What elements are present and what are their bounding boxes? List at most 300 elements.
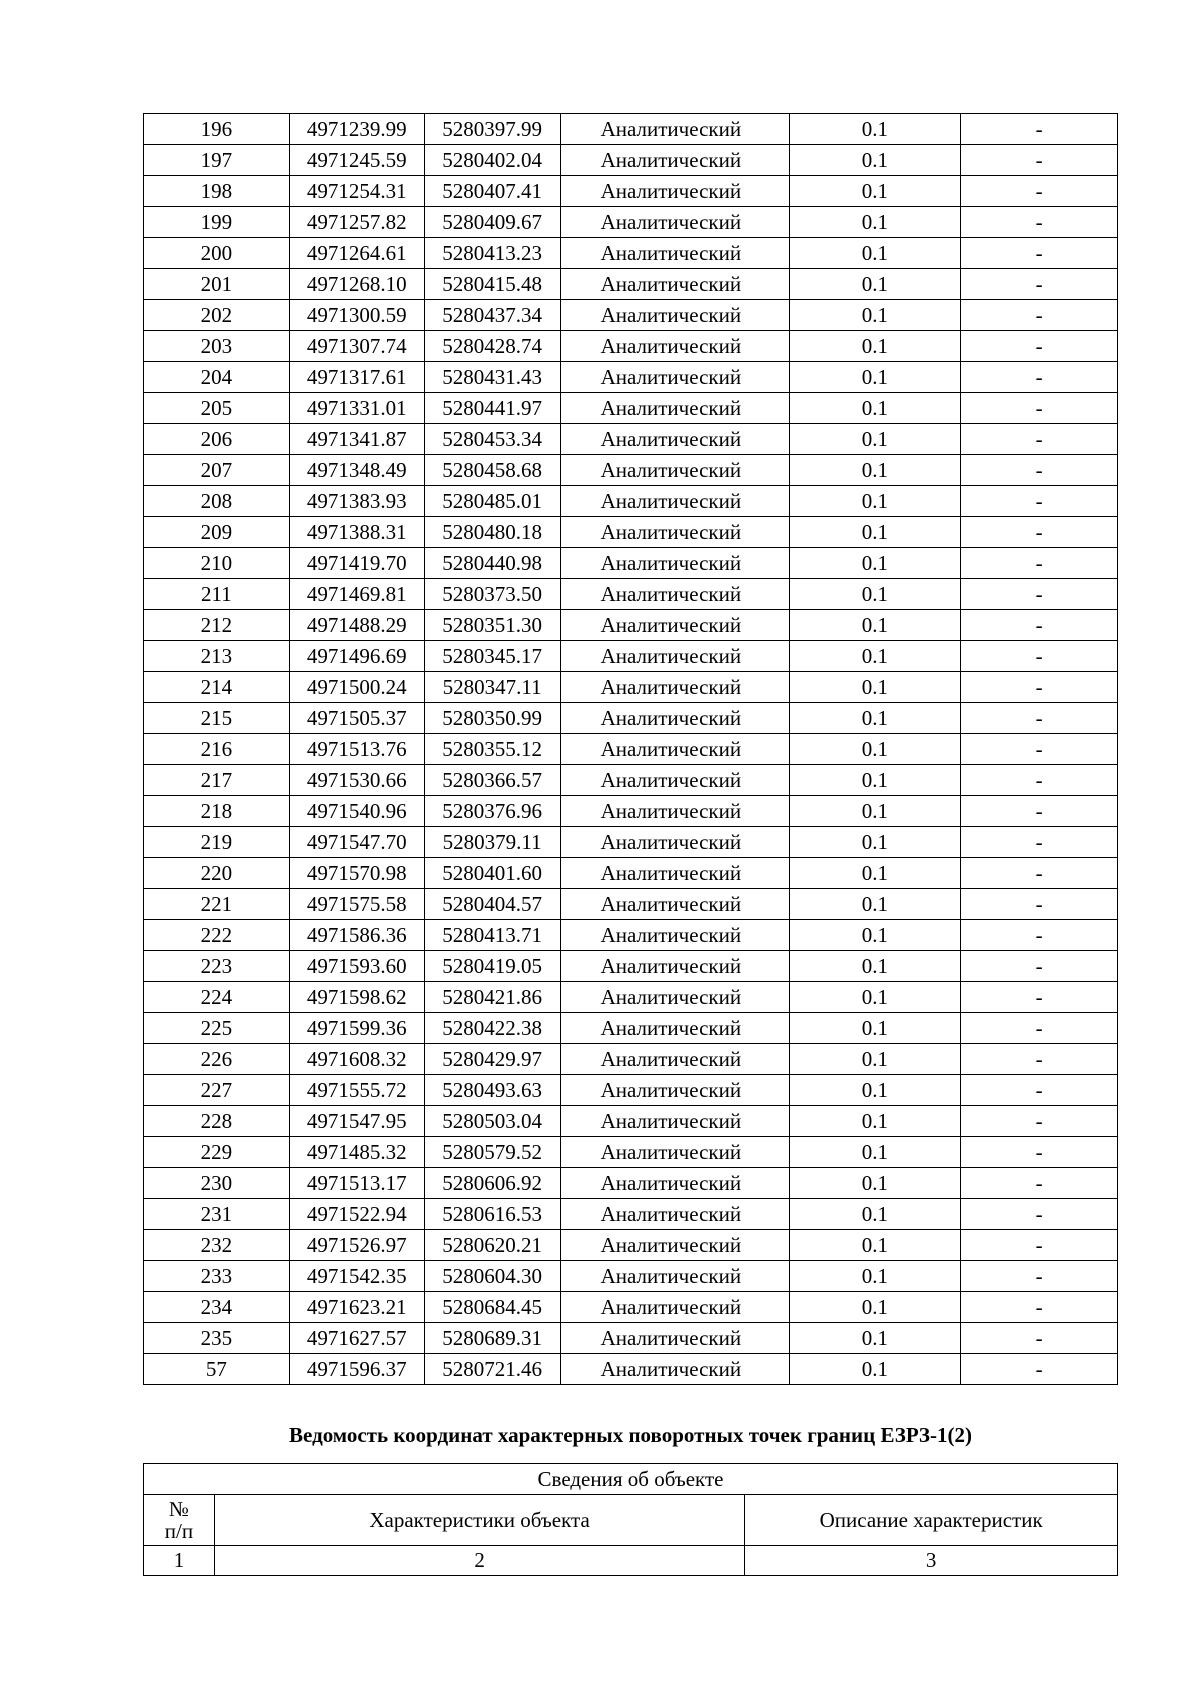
x-coordinate-cell: 4971500.24 xyxy=(289,672,424,703)
x-coordinate-cell: 4971608.32 xyxy=(289,1044,424,1075)
accuracy-cell: 0.1 xyxy=(789,672,961,703)
table-row xyxy=(144,393,1118,424)
description-cell: - xyxy=(961,796,1118,827)
object-info-header: Сведения об объекте xyxy=(144,1464,1118,1495)
accuracy-cell: 0.1 xyxy=(789,1106,961,1137)
description-cell: - xyxy=(961,1230,1118,1261)
accuracy-cell: 0.1 xyxy=(789,331,961,362)
table-row xyxy=(144,424,1118,455)
accuracy-cell: 0.1 xyxy=(789,1323,961,1354)
y-coordinate-cell: 5280616.53 xyxy=(424,1199,560,1230)
description-cell: - xyxy=(961,641,1118,672)
point-number-cell: 213 xyxy=(144,641,290,672)
table-row xyxy=(144,517,1118,548)
description-cell: - xyxy=(961,982,1118,1013)
accuracy-cell: 0.1 xyxy=(789,176,961,207)
method-cell: Аналитический xyxy=(560,920,789,951)
description-cell: - xyxy=(961,951,1118,982)
method-cell: Аналитический xyxy=(560,610,789,641)
method-cell: Аналитический xyxy=(560,424,789,455)
method-cell: Аналитический xyxy=(560,331,789,362)
x-coordinate-cell: 4971530.66 xyxy=(289,765,424,796)
x-coordinate-cell: 4971542.35 xyxy=(289,1261,424,1292)
table-row xyxy=(144,331,1118,362)
x-coordinate-cell: 4971239.99 xyxy=(289,114,424,145)
table-row xyxy=(144,486,1118,517)
x-coordinate-cell: 4971383.93 xyxy=(289,486,424,517)
accuracy-cell: 0.1 xyxy=(789,238,961,269)
y-coordinate-cell: 5280350.99 xyxy=(424,703,560,734)
table-row xyxy=(144,610,1118,641)
description-cell: - xyxy=(961,1323,1118,1354)
x-coordinate-cell: 4971570.98 xyxy=(289,858,424,889)
point-number-cell: 208 xyxy=(144,486,290,517)
method-cell: Аналитический xyxy=(560,1292,789,1323)
description-cell: - xyxy=(961,393,1118,424)
table-row xyxy=(144,362,1118,393)
y-coordinate-cell: 5280428.74 xyxy=(424,331,560,362)
description-cell: - xyxy=(961,672,1118,703)
description-cell: - xyxy=(961,362,1118,393)
table-row xyxy=(144,269,1118,300)
x-coordinate-cell: 4971485.32 xyxy=(289,1137,424,1168)
x-coordinate-cell: 4971586.36 xyxy=(289,920,424,951)
point-number-cell: 210 xyxy=(144,548,290,579)
description-cell: - xyxy=(961,269,1118,300)
y-coordinate-cell: 5280419.05 xyxy=(424,951,560,982)
point-number-cell: 206 xyxy=(144,424,290,455)
method-cell: Аналитический xyxy=(560,796,789,827)
point-number-cell: 231 xyxy=(144,1199,290,1230)
accuracy-cell: 0.1 xyxy=(789,424,961,455)
y-coordinate-cell: 5280415.48 xyxy=(424,269,560,300)
point-number-cell: 212 xyxy=(144,610,290,641)
y-coordinate-cell: 5280440.98 xyxy=(424,548,560,579)
table-row xyxy=(144,548,1118,579)
y-coordinate-cell: 5280429.97 xyxy=(424,1044,560,1075)
table-row xyxy=(144,300,1118,331)
x-coordinate-cell: 4971331.01 xyxy=(289,393,424,424)
description-cell: - xyxy=(961,207,1118,238)
y-coordinate-cell: 5280441.97 xyxy=(424,393,560,424)
y-coordinate-cell: 5280402.04 xyxy=(424,145,560,176)
column-characteristics-header: Характеристики объекта xyxy=(214,1495,744,1546)
point-number-cell: 228 xyxy=(144,1106,290,1137)
accuracy-cell: 0.1 xyxy=(789,1199,961,1230)
method-cell: Аналитический xyxy=(560,982,789,1013)
object-info-table xyxy=(143,1463,1118,1576)
accuracy-cell: 0.1 xyxy=(789,393,961,424)
column-number-header xyxy=(144,1495,215,1546)
accuracy-cell: 0.1 xyxy=(789,765,961,796)
y-coordinate-cell: 5280355.12 xyxy=(424,734,560,765)
column-description-header: Описание характеристик xyxy=(745,1495,1118,1546)
x-coordinate-cell: 4971596.37 xyxy=(289,1354,424,1385)
description-cell: - xyxy=(961,703,1118,734)
index-cell-2: 2 xyxy=(214,1546,744,1576)
table-row xyxy=(144,703,1118,734)
point-number-cell: 229 xyxy=(144,1137,290,1168)
point-number-cell: 221 xyxy=(144,889,290,920)
accuracy-cell: 0.1 xyxy=(789,362,961,393)
accuracy-cell: 0.1 xyxy=(789,455,961,486)
accuracy-cell: 0.1 xyxy=(789,982,961,1013)
description-cell: - xyxy=(961,517,1118,548)
method-cell: Аналитический xyxy=(560,145,789,176)
y-coordinate-cell: 5280480.18 xyxy=(424,517,560,548)
point-number-cell: 203 xyxy=(144,331,290,362)
point-number-cell: 57 xyxy=(144,1354,290,1385)
table-row xyxy=(144,1044,1118,1075)
method-cell: Аналитический xyxy=(560,207,789,238)
point-number-cell: 223 xyxy=(144,951,290,982)
column-number-symbol: № xyxy=(168,1497,189,1521)
point-number-cell: 199 xyxy=(144,207,290,238)
method-cell: Аналитический xyxy=(560,1044,789,1075)
description-cell: - xyxy=(961,548,1118,579)
description-cell: - xyxy=(961,1106,1118,1137)
accuracy-cell: 0.1 xyxy=(789,114,961,145)
accuracy-cell: 0.1 xyxy=(789,703,961,734)
description-cell: - xyxy=(961,300,1118,331)
table-row xyxy=(144,1075,1118,1106)
table-row xyxy=(144,641,1118,672)
accuracy-cell: 0.1 xyxy=(789,796,961,827)
description-cell: - xyxy=(961,486,1118,517)
description-cell: - xyxy=(961,1199,1118,1230)
x-coordinate-cell: 4971388.31 xyxy=(289,517,424,548)
point-number-cell: 226 xyxy=(144,1044,290,1075)
table-row xyxy=(144,827,1118,858)
method-cell: Аналитический xyxy=(560,889,789,920)
y-coordinate-cell: 5280579.52 xyxy=(424,1137,560,1168)
method-cell: Аналитический xyxy=(560,300,789,331)
y-coordinate-cell: 5280397.99 xyxy=(424,114,560,145)
method-cell: Аналитический xyxy=(560,393,789,424)
table-row xyxy=(144,1199,1118,1230)
point-number-cell: 201 xyxy=(144,269,290,300)
table-row xyxy=(144,672,1118,703)
method-cell: Аналитический xyxy=(560,672,789,703)
method-cell: Аналитический xyxy=(560,269,789,300)
point-number-cell: 214 xyxy=(144,672,290,703)
table-row xyxy=(144,1292,1118,1323)
point-number-cell: 215 xyxy=(144,703,290,734)
table-row xyxy=(144,951,1118,982)
table-row xyxy=(144,579,1118,610)
point-number-cell: 233 xyxy=(144,1261,290,1292)
y-coordinate-cell: 5280376.96 xyxy=(424,796,560,827)
x-coordinate-cell: 4971505.37 xyxy=(289,703,424,734)
point-number-cell: 207 xyxy=(144,455,290,486)
y-coordinate-cell: 5280431.43 xyxy=(424,362,560,393)
point-number-cell: 219 xyxy=(144,827,290,858)
x-coordinate-cell: 4971341.87 xyxy=(289,424,424,455)
accuracy-cell: 0.1 xyxy=(789,1261,961,1292)
description-cell: - xyxy=(961,1292,1118,1323)
method-cell: Аналитический xyxy=(560,1323,789,1354)
x-coordinate-cell: 4971268.10 xyxy=(289,269,424,300)
point-number-cell: 196 xyxy=(144,114,290,145)
method-cell: Аналитический xyxy=(560,1106,789,1137)
accuracy-cell: 0.1 xyxy=(789,1230,961,1261)
accuracy-cell: 0.1 xyxy=(789,579,961,610)
point-number-cell: 216 xyxy=(144,734,290,765)
description-cell: - xyxy=(961,455,1118,486)
point-number-cell: 217 xyxy=(144,765,290,796)
y-coordinate-cell: 5280437.34 xyxy=(424,300,560,331)
description-cell: - xyxy=(961,1261,1118,1292)
accuracy-cell: 0.1 xyxy=(789,145,961,176)
x-coordinate-cell: 4971307.74 xyxy=(289,331,424,362)
method-cell: Аналитический xyxy=(560,1354,789,1385)
method-cell: Аналитический xyxy=(560,517,789,548)
table-row xyxy=(144,982,1118,1013)
x-coordinate-cell: 4971547.70 xyxy=(289,827,424,858)
y-coordinate-cell: 5280606.92 xyxy=(424,1168,560,1199)
description-cell: - xyxy=(961,176,1118,207)
y-coordinate-cell: 5280404.57 xyxy=(424,889,560,920)
accuracy-cell: 0.1 xyxy=(789,1168,961,1199)
method-cell: Аналитический xyxy=(560,1199,789,1230)
description-cell: - xyxy=(961,1075,1118,1106)
x-coordinate-cell: 4971469.81 xyxy=(289,579,424,610)
description-cell: - xyxy=(961,827,1118,858)
description-cell: - xyxy=(961,858,1118,889)
x-coordinate-cell: 4971245.59 xyxy=(289,145,424,176)
description-cell: - xyxy=(961,145,1118,176)
y-coordinate-cell: 5280351.30 xyxy=(424,610,560,641)
method-cell: Аналитический xyxy=(560,362,789,393)
table-row xyxy=(144,1323,1118,1354)
y-coordinate-cell: 5280401.60 xyxy=(424,858,560,889)
method-cell: Аналитический xyxy=(560,765,789,796)
y-coordinate-cell: 5280689.31 xyxy=(424,1323,560,1354)
section-title: Ведомость координат характерных поворотных точек границ ЕЗРЗ-1(2) xyxy=(289,1423,972,1447)
x-coordinate-cell: 4971496.69 xyxy=(289,641,424,672)
method-cell: Аналитический xyxy=(560,486,789,517)
table-row xyxy=(144,1354,1118,1385)
description-cell: - xyxy=(961,920,1118,951)
accuracy-cell: 0.1 xyxy=(789,1137,961,1168)
index-cell-3: 3 xyxy=(745,1546,1118,1576)
accuracy-cell: 0.1 xyxy=(789,610,961,641)
description-cell: - xyxy=(961,1013,1118,1044)
table-row xyxy=(144,114,1118,145)
y-coordinate-cell: 5280620.21 xyxy=(424,1230,560,1261)
point-number-cell: 211 xyxy=(144,579,290,610)
y-coordinate-cell: 5280458.68 xyxy=(424,455,560,486)
x-coordinate-cell: 4971599.36 xyxy=(289,1013,424,1044)
point-number-cell: 205 xyxy=(144,393,290,424)
description-cell: - xyxy=(961,238,1118,269)
accuracy-cell: 0.1 xyxy=(789,1292,961,1323)
accuracy-cell: 0.1 xyxy=(789,486,961,517)
method-cell: Аналитический xyxy=(560,114,789,145)
coordinates-table-body xyxy=(144,114,1118,1385)
accuracy-cell: 0.1 xyxy=(789,889,961,920)
point-number-cell: 235 xyxy=(144,1323,290,1354)
table-row xyxy=(144,1013,1118,1044)
method-cell: Аналитический xyxy=(560,951,789,982)
x-coordinate-cell: 4971598.62 xyxy=(289,982,424,1013)
accuracy-cell: 0.1 xyxy=(789,920,961,951)
method-cell: Аналитический xyxy=(560,548,789,579)
x-coordinate-cell: 4971488.29 xyxy=(289,610,424,641)
x-coordinate-cell: 4971522.94 xyxy=(289,1199,424,1230)
point-number-cell: 224 xyxy=(144,982,290,1013)
column-number-abbrev: п/п xyxy=(164,1519,194,1543)
description-cell: - xyxy=(961,765,1118,796)
y-coordinate-cell: 5280604.30 xyxy=(424,1261,560,1292)
y-coordinate-cell: 5280407.41 xyxy=(424,176,560,207)
accuracy-cell: 0.1 xyxy=(789,1354,961,1385)
point-number-cell: 220 xyxy=(144,858,290,889)
x-coordinate-cell: 4971555.72 xyxy=(289,1075,424,1106)
method-cell: Аналитический xyxy=(560,641,789,672)
x-coordinate-cell: 4971317.61 xyxy=(289,362,424,393)
y-coordinate-cell: 5280421.86 xyxy=(424,982,560,1013)
x-coordinate-cell: 4971623.21 xyxy=(289,1292,424,1323)
accuracy-cell: 0.1 xyxy=(789,300,961,331)
x-coordinate-cell: 4971264.61 xyxy=(289,238,424,269)
point-number-cell: 232 xyxy=(144,1230,290,1261)
method-cell: Аналитический xyxy=(560,579,789,610)
description-cell: - xyxy=(961,1137,1118,1168)
accuracy-cell: 0.1 xyxy=(789,1075,961,1106)
y-coordinate-cell: 5280345.17 xyxy=(424,641,560,672)
table-row xyxy=(144,734,1118,765)
point-number-cell: 198 xyxy=(144,176,290,207)
point-number-cell: 202 xyxy=(144,300,290,331)
accuracy-cell: 0.1 xyxy=(789,1013,961,1044)
accuracy-cell: 0.1 xyxy=(789,641,961,672)
y-coordinate-cell: 5280409.67 xyxy=(424,207,560,238)
info-table-columns-row xyxy=(144,1495,1118,1546)
point-number-cell: 222 xyxy=(144,920,290,951)
y-coordinate-cell: 5280684.45 xyxy=(424,1292,560,1323)
y-coordinate-cell: 5280493.63 xyxy=(424,1075,560,1106)
table-row xyxy=(144,1137,1118,1168)
coordinates-table xyxy=(143,113,1118,1385)
x-coordinate-cell: 4971257.82 xyxy=(289,207,424,238)
x-coordinate-cell: 4971575.58 xyxy=(289,889,424,920)
accuracy-cell: 0.1 xyxy=(789,734,961,765)
table-row xyxy=(144,207,1118,238)
table-row xyxy=(144,920,1118,951)
description-cell: - xyxy=(961,579,1118,610)
x-coordinate-cell: 4971419.70 xyxy=(289,548,424,579)
info-table-index-row xyxy=(144,1546,1118,1576)
method-cell: Аналитический xyxy=(560,734,789,765)
y-coordinate-cell: 5280721.46 xyxy=(424,1354,560,1385)
point-number-cell: 197 xyxy=(144,145,290,176)
x-coordinate-cell: 4971627.57 xyxy=(289,1323,424,1354)
x-coordinate-cell: 4971547.95 xyxy=(289,1106,424,1137)
method-cell: Аналитический xyxy=(560,703,789,734)
table-row xyxy=(144,796,1118,827)
point-number-cell: 225 xyxy=(144,1013,290,1044)
table-row xyxy=(144,1230,1118,1261)
point-number-cell: 204 xyxy=(144,362,290,393)
x-coordinate-cell: 4971513.17 xyxy=(289,1168,424,1199)
method-cell: Аналитический xyxy=(560,858,789,889)
point-number-cell: 230 xyxy=(144,1168,290,1199)
description-cell: - xyxy=(961,424,1118,455)
description-cell: - xyxy=(961,1168,1118,1199)
accuracy-cell: 0.1 xyxy=(789,951,961,982)
method-cell: Аналитический xyxy=(560,1261,789,1292)
x-coordinate-cell: 4971593.60 xyxy=(289,951,424,982)
x-coordinate-cell: 4971348.49 xyxy=(289,455,424,486)
table-row xyxy=(144,455,1118,486)
accuracy-cell: 0.1 xyxy=(789,548,961,579)
y-coordinate-cell: 5280503.04 xyxy=(424,1106,560,1137)
y-coordinate-cell: 5280422.38 xyxy=(424,1013,560,1044)
description-cell: - xyxy=(961,1044,1118,1075)
y-coordinate-cell: 5280347.11 xyxy=(424,672,560,703)
description-cell: - xyxy=(961,331,1118,362)
table-row xyxy=(144,1106,1118,1137)
table-row xyxy=(144,858,1118,889)
method-cell: Аналитический xyxy=(560,1013,789,1044)
description-cell: - xyxy=(961,1354,1118,1385)
description-cell: - xyxy=(961,734,1118,765)
accuracy-cell: 0.1 xyxy=(789,858,961,889)
table-row xyxy=(144,889,1118,920)
point-number-cell: 209 xyxy=(144,517,290,548)
accuracy-cell: 0.1 xyxy=(789,1044,961,1075)
method-cell: Аналитический xyxy=(560,1137,789,1168)
table-row xyxy=(144,765,1118,796)
y-coordinate-cell: 5280379.11 xyxy=(424,827,560,858)
method-cell: Аналитический xyxy=(560,176,789,207)
y-coordinate-cell: 5280373.50 xyxy=(424,579,560,610)
index-cell-1: 1 xyxy=(144,1546,215,1576)
accuracy-cell: 0.1 xyxy=(789,269,961,300)
table-row xyxy=(144,1261,1118,1292)
table-row xyxy=(144,176,1118,207)
x-coordinate-cell: 4971254.31 xyxy=(289,176,424,207)
description-cell: - xyxy=(961,889,1118,920)
accuracy-cell: 0.1 xyxy=(789,517,961,548)
method-cell: Аналитический xyxy=(560,238,789,269)
x-coordinate-cell: 4971300.59 xyxy=(289,300,424,331)
method-cell: Аналитический xyxy=(560,827,789,858)
table-row xyxy=(144,145,1118,176)
table-row xyxy=(144,238,1118,269)
method-cell: Аналитический xyxy=(560,1230,789,1261)
description-cell: - xyxy=(961,610,1118,641)
x-coordinate-cell: 4971513.76 xyxy=(289,734,424,765)
accuracy-cell: 0.1 xyxy=(789,207,961,238)
y-coordinate-cell: 5280413.23 xyxy=(424,238,560,269)
y-coordinate-cell: 5280453.34 xyxy=(424,424,560,455)
point-number-cell: 218 xyxy=(144,796,290,827)
info-table-header-row xyxy=(144,1464,1118,1495)
x-coordinate-cell: 4971540.96 xyxy=(289,796,424,827)
method-cell: Аналитический xyxy=(560,455,789,486)
x-coordinate-cell: 4971526.97 xyxy=(289,1230,424,1261)
table-row xyxy=(144,1168,1118,1199)
point-number-cell: 227 xyxy=(144,1075,290,1106)
point-number-cell: 234 xyxy=(144,1292,290,1323)
method-cell: Аналитический xyxy=(560,1075,789,1106)
accuracy-cell: 0.1 xyxy=(789,827,961,858)
method-cell: Аналитический xyxy=(560,1168,789,1199)
point-number-cell: 200 xyxy=(144,238,290,269)
y-coordinate-cell: 5280366.57 xyxy=(424,765,560,796)
